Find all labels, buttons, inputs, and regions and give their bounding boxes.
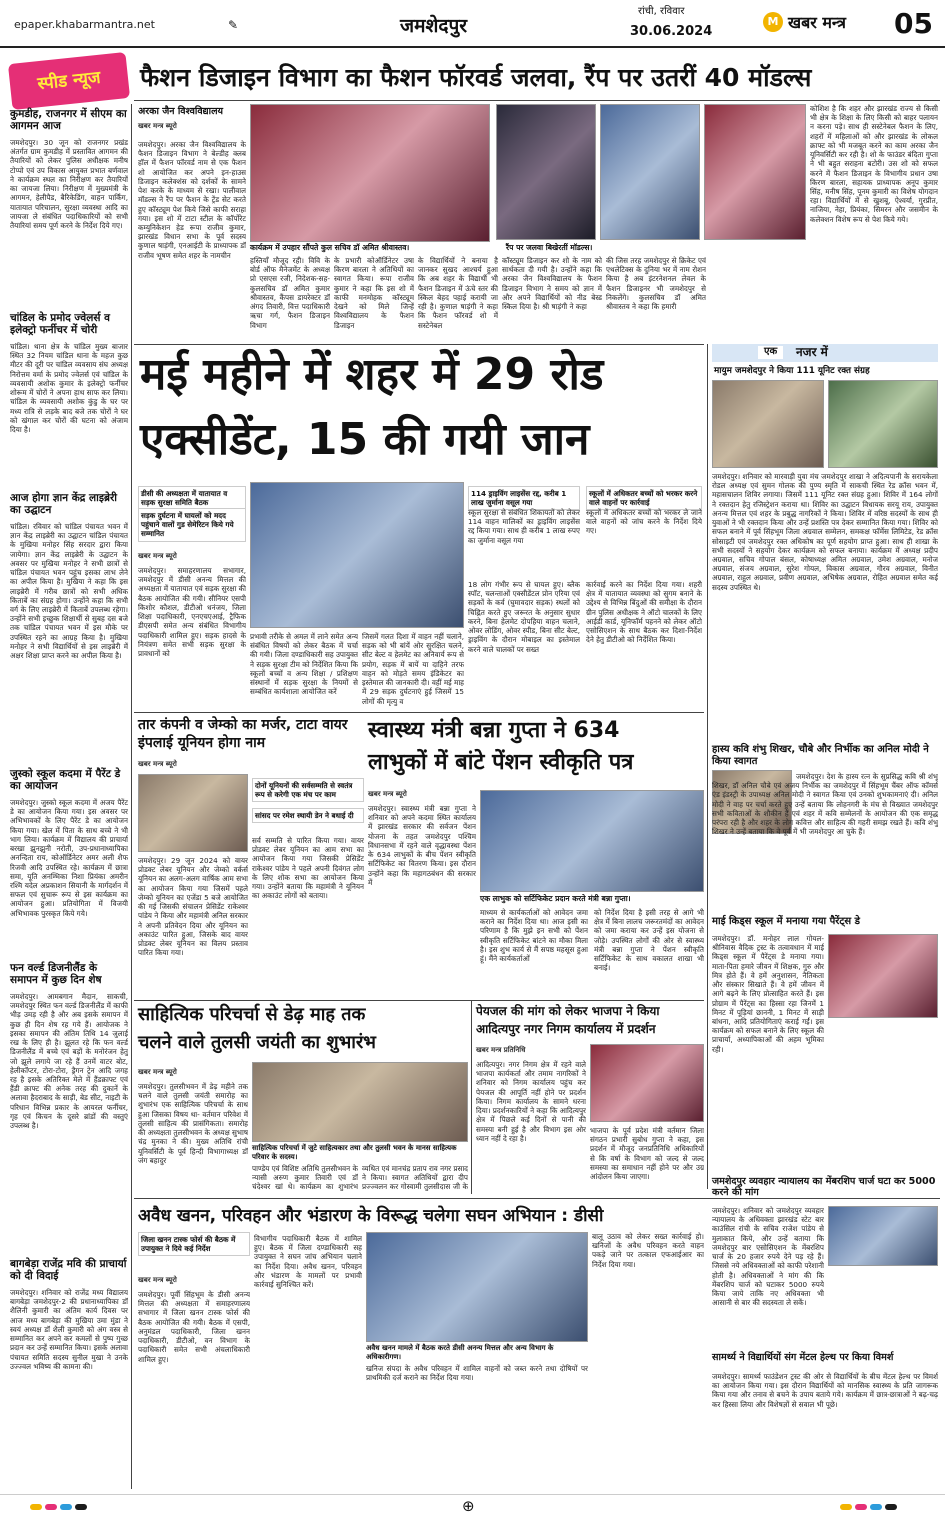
accident-headline-line-2: एक्सीडेंट, 15 की गयी जान xyxy=(140,414,590,465)
khanan-col-2: विभागीय पदाधिकारी बैठक में शामिल हुए। बैठक में जिला दण्डाधिकारी सह उपायुक्त ने सघन जांच अभियान चलाने का निर्देश दिया। अवैध खनन, परिवहन और भंडारण के मामलों पर प्रभावी कार्रवाई सुनिश्चित करें। xyxy=(254,1234,362,1290)
accident-byline: खबर मन्त्र ब्यूरो xyxy=(138,552,177,560)
merger-photo xyxy=(138,774,248,852)
nazar-tag-1: एक xyxy=(758,346,783,359)
lead-caption-1: कार्यक्रम में उपहार सौंपते कुल सचिव डॉ अमित श्रीवास्तव। xyxy=(250,243,500,253)
left-story-3-text: चांडिल। रविवार को चांडिल पंचायत भवन में ज्ञान केंद्र लाइब्रेरी का उद्घाटन चांडिल पंचायत के मुखिया मनोहर सिंह सरदार द्वारा किया जायेगा। ज्ञान केंद्र लाइब्रेरी के उद्घाटन के अवसर पर मुखिया मनोहर ने सभी छात्रों से चांडिल पंचायत भवन पहुंच इसका लाभ लेने का अपील किया है। मुखिया ने कहा कि इस लाइब्रेरी में गरीब छात्रों को सभी अधिक किताबें का संग्रह होगा। उन्होंने कहा कि सभी वर्ग के लिए लाइब्रेरी में किताबें उपलब्ध रहेगा। उन्होंने सभी इच्छुक शिक्षार्थी से सुबह दस बजे तक चांडिल पंचायत भवन में इस मौके पर उपस्थित रहने का आग्रह किया है। मुखिया मनोहर ने सभी विद्यार्थियों से इस लाइब्रेरी में अक्षर शिक्षा प्राप्त करने का अपील किया है। xyxy=(10,522,128,661)
lead-col-7: कोशिश है कि शहर और झारखंड राज्य से किसी भी क्षेत्र के शिक्षा के लिए किसी को बाहर पलायन न करना पड़े। साथ ही सस्टेनेबल फैशन के लिए, शहरों में महिलाओं को और झारखंड के लोकल क्राफ्ट को भी मजबूत करने का काम अरका जैन यूनिवर्सिटी कर रही है। शो के फाउंडर बंदिता गुप्ता ने भी बहुत सराहना बटोरी। उस शो को सफल करने में फैशन डिजाइन के विभागीय प्रधान उषा किरण बारला, सहायक प्राध्यापक अनूप कुमार सिंह, मनीष सिंह, पूनम कुमारी का विशेष योगदान रहा। विद्यार्थियों में से खुशबू, ऐश्वर्या, गुरप्रीत, नाजिया, नेहा, प्रियंका, सिमरन और जसमीन के कलेक्शन विशेष रूप से पेश किये गये। xyxy=(810,104,938,224)
accident-top-rule xyxy=(134,344,704,345)
accident-photo xyxy=(250,482,464,628)
site-url[interactable]: epaper.khabarmantra.net xyxy=(14,18,155,31)
merger-col-2: सर्व सम्मति से पारित किया गया। वायर प्रोडक्ट लेबर यूनियन का आम सभा का आयोजन किया गया जिसकी प्रेसिडेंट राकेश्वर पांडेय ने पहले अपनी दिवंगत लोग के लिए शोक सभा का आयोजन किया गया। उन्होंने बताया कि महामंत्री ने यूनियन का अकाउंट लोगों को बताया। xyxy=(252,836,364,901)
nazar-banner xyxy=(712,344,938,362)
merger-bullet-2: सांसद पर रमेश स्थायी डेन ने बधाई दी xyxy=(252,808,364,823)
left-story-6-text: जमशेदपुर। शनिवार को राजेंद्र मध्य विद्यालय बागबेड़ा जमशेदपुर-2 की प्रधानाध्यापिका डॉ शैलिनी कुमारी का अंतिम कार्य दिवस पर आज मध्य बागबेड़ा की मुखिया उमा मुंडा ने स्वयं अध्यक्ष डॉ शैली कुमारी को अंग वस्त्र से सम्मानित कर अपने कर कमलों से पुष्प गुच्छ प्रदान कर उन्हें सम्मानित किया। इसके अलावा पंचायत समिति सदस्य सुनील मुखा ने उनके उज्ज्वल भविष्य की कामना की। xyxy=(10,1288,128,1371)
bjp-divider xyxy=(471,1000,472,1194)
tulsi-col-2: पाण्डेय एवं विशिष्ट अतिथि तुलसीभवन के न्यासी अरुण कुमार तिवारी एवं डॉ चंदेश्वर खां थे। कार्यक्रम का शुभारंभ xyxy=(252,1164,358,1192)
nazar-photo-2 xyxy=(828,380,938,468)
accident-headline-line-1: मई महीने में शहर में 29 रोड xyxy=(140,349,604,400)
bjp-col-1: आदित्यपुर। नगर निगम क्षेत्र में रहने वाले भाजपा कार्यकर्ता और तमाम नागरिकों ने शनिवार को निगम कार्यालय पहुंच कर पेयजल की आपूर्ति नहीं होने पर प्रदर्शन किया। निगम कार्यालय के सामने धरना दिया। प्रदर्शनकारियों ने कहा कि आदित्यपुर क्षेत्र में पिछले कई दिनों से पानी की समस्या बनी हुई है और विभाग इस ओर ध्यान नहीं दे रहा है। xyxy=(476,1060,586,1143)
khanan-bullet: जिला खनन टास्क फोर्स की बैठक में उपायुक्त ने दिये कई निर्देश xyxy=(138,1232,250,1256)
accident-col-2: प्रभावी तरीके से अमल में लाने समेत अन्य संबंधित विषयों को लेकर बैठक में चर्चा की गयी। जिला दण्डाधिकारी सह उपायुक्त ने सड़क सुरक्षा टीम को निर्देशित किया कि स्कूलों बच्चों व अन्य शिक्षा / प्रशिक्षण संस्थानों में सड़क सुरक्षा के नियमों से सम्बंधित कार्यशाला आयोजित करें xyxy=(250,632,358,697)
left-story-1-text: जमशेदपुर। 30 जून को राजनगर प्रखंड अंतर्गत ग्राम कुमडीह में प्रस्तावित आगमन की तैयारियों को लेकर पुलिस अधीक्षक मनीष टोप्पो एवं उप विकास आयुक्त प्रभात बर्णवाल ने कार्यक्रम स्थल का निरीक्षण कर तैयारियों का जायजा लिया। निरीक्षण में मुख्यमंत्री के आगमन, हेलीपैड, बैरिकेडिंग, वाहन पार्किंग, यातायात परिचालन, सुरक्षा व्यवस्था आदि का जायजा ले संबंधित पदाधिकारियों को सभी तैयारियां समय पूर्ण करने के निर्देश दिये गए। xyxy=(10,138,128,230)
footer-dot xyxy=(60,1504,72,1510)
left-story-5-text: जमशेदपुर। आमबगान मैदान, साकची, जमशेदपुर स्थित फन वर्ल्ड डिजनीलैंड में काफी भीड़ उमड़ रही है और अब इसके समापन में कुछ ही दिन शेष रह गये हैं। आयोजक ने इसका समापन की अंतिम तिथि 14 जुलाई रख के लिए ही है। झूलत रहे कि फन वर्ल्ड डिजनीलैंड में बच्चे एवं बड़ों के मनोरंजन हेतु जो झूले लगाये जा रहे हैं उनमें वाटर बोट, हेलीकॉप्टर, टोरा-टोरा, ड्रैगन ट्रेन आदि जगह रह है इसके अतिरिक्त मेले में हैंडक्राफ्ट एवं हैंडी क्राफ्ट की अनेक तरह की दुकानें के अलावा हैदराबाद के साड़ी, बेड सीट, नाइटी के परिधान विभिन्न प्रकार के आयरल फर्नीचर, गृह एवं किचन के दूसरे ब्रांडों की वस्तुएं उपलब्ध है। xyxy=(10,992,128,1131)
merger-top-rule xyxy=(134,712,704,713)
speed-news-logo xyxy=(8,52,130,110)
accident-bullet-4: स्कूल सुरक्षा से संबंधित शिकायतों को लेकर 114 वाहन मालिकों का ड्राइविंग लाइसेंस रद्द किया गया। साथ ही करीब 1 लाख रुपए का जुर्माना वसूल गया xyxy=(468,508,580,545)
cursor-icon: ✎ xyxy=(228,18,239,32)
lead-photo-models-3 xyxy=(704,104,806,240)
left-story-3-heading: आज होगा ज्ञान केंद्र लाइब्रेरी का उद्घाटन xyxy=(10,492,117,517)
lead-photo-felicitation xyxy=(250,104,490,242)
footer-bar xyxy=(0,1494,945,1517)
city-name: जमशेदपुर xyxy=(400,15,468,37)
tulsi-col-1: जमशेदपुर। तुलसीभवन में डेढ़ महीने तक चलने वाले तुलसी जयंती समारोह का शुभारंभ एक साहित्यिक परिचर्चा के साथ हुआ जिसका विषय था- वर्तमान परिवेश में तुलसी साहित्य की प्रासंगिकता। समारोह की अध्यक्षता तुलसीभवन के अध्यक्ष सुभाष चंद्र मुनका ने की। मुख्य अतिथि रांची यूनिवर्सिटी के पूर्व हिन्दी विभागाध्यक्ष डॉ जंग बहादुर xyxy=(138,1082,248,1165)
adalat-text-cont xyxy=(828,1270,938,1346)
bjp-headline-line-2: आदित्यपुर नगर निगम कार्यालय में प्रदर्शन xyxy=(476,1022,656,1036)
pension-photo xyxy=(480,790,704,892)
pension-caption: एक लाभुक को सर्टिफिकेट प्रदान करते मंत्री बन्ना गुप्ता। xyxy=(480,894,704,904)
mental-heading: सामर्थ्य ने विद्यार्थियों संग मेंटल हेल्थ पर किया विमर्श xyxy=(712,1352,894,1363)
accident-bullet-6: स्कूलों में अधिकतर बच्चों को भरकर ले जाने वाले वाहनों को जांच करने के निर्देश दिये गए। xyxy=(586,508,702,536)
issue-date: 30.06.2024 xyxy=(630,24,713,39)
tulsi-headline-line-2: चलने वाले तुलसी जयंती का शुभारंभ xyxy=(138,1032,376,1053)
adalat-photo xyxy=(828,1206,938,1266)
khanan-top-rule xyxy=(134,1198,940,1199)
left-story-4-heading: जुस्को स्कूल कदमा में पैरेंट डे का आयोजन xyxy=(10,768,121,793)
khanan-byline: खबर मन्त्र ब्यूरो xyxy=(138,1276,177,1284)
pension-byline: खबर मन्त्र ब्यूरो xyxy=(368,790,407,798)
left-story-5-heading: फन वर्ल्ड डिजनीलैंड के समापन में कुछ दिन शेष xyxy=(10,962,102,987)
footer-dot xyxy=(840,1504,852,1510)
bjp-headline-line-1: पेयजल की मांग को लेकर भाजपा ने किया xyxy=(476,1004,660,1018)
lead-col-6: की जिस तरह जमशेदपुर से क्रिकेट एवं एथलेटिक्स के दुनिया भर में नाम रोशन किया है अब इंटरनेशनल लेवल के फैशन डिजाइनर भी जमशेदपुर से निकलेंगे। कुलसचिव डॉ अमित श्रीवास्तव ने कहा कि हमारी xyxy=(606,256,706,312)
lead-col-5: कॉस्ट्यूम डिजाइन कर शो के नाम को सार्थकता दी गयी है। उन्होंने कहा कि अरका जैन विश्वविद्यालय के फैशन डिजाइन विभाग ने समय को ज्ञान में और अपने विद्यार्थियों को नीड बेस्ड स्किल दिया है। श्री षाड़ंगी ने कहा xyxy=(502,256,602,312)
lead-headline: फैशन डिजाइन विभाग का फैशन फॉरवर्ड जलवा, रैंप पर उतरीं 40 मॉडल्स xyxy=(140,63,812,92)
khanan-col-4: बालू उठाव को लेकर सख्त कार्रवाई हो। खनिजों के अवैध परिवहन करते वाहन पकड़े जाने पर तत्काल एफआईआर का निर्देश दिया गया। xyxy=(592,1232,704,1269)
registration-mark-icon: ⊕ xyxy=(462,1497,475,1515)
footer-dot xyxy=(885,1504,897,1510)
nazar-subheading: मायुम जमशेदपुर ने किया 111 यूनिट रक्त संग्रह xyxy=(714,366,870,376)
lead-photo-models-2 xyxy=(600,104,700,240)
khanan-col-3: खनिज संपदा के अवैध परिवहन में शामिल वाहनों को जब्त करने तथा दोषियों पर प्राथमिकी दर्ज कराने का निर्देश दिया गया। xyxy=(366,1364,588,1383)
merger-bullet-1: दोनों यूनियनों की सर्वसम्मति से स्वतंत्र रूप से करेगी एक मंच पर काम xyxy=(252,778,364,802)
pension-headline-line-2: लाभुकों में बांटे पेंशन स्वीकृति पत्र xyxy=(368,750,634,775)
haasya-text: जमशेदपुर। देश के हास्य रत्न के सुप्रसिद्ध कवि श्री शंभू शिखर, डॉ अनिल चौबे एवं अजय निर्भीक का जमशेदपुर में सिंहभूम चैंबर ऑफ कॉमर्स एंड इंडस्ट्री के उपाध्यक्ष अनिल मोदी ने स्वागत किया एवं उनको शुभकामनाएं दी। अनिल मोदी ने वाह पर चर्चा करते हुए उन्हें बताया कि लोहनगरी के मंच से विख्यात जमशेदपुर सभी कविताओं के शौकीन हैं एवं शहर में कवि सम्मेलनों के आयोजन की एक समृद्ध परंपरा रही है और शहर के लोग कवित्त और साहित्य की गहरी समझ रखते हैं। कवि शंभु शिखर ने उन्हें बताया कि वे पूर्व में भी जमशेदपुर आ चुके हैं। xyxy=(712,772,938,837)
tulsi-photo xyxy=(252,1062,468,1142)
khanan-caption: अवैध खनन मामले में बैठक करते डीसी अनन्य मित्तल और अन्य विभाग के अधिकारीगण। xyxy=(366,1344,588,1362)
footer-dot xyxy=(855,1504,867,1510)
minikids-heading: माई किड्स स्कूल में मनाया गया पैरेंट्स डे xyxy=(712,916,861,927)
nazar-tag-2: नजर में xyxy=(796,345,828,359)
accident-col-1: जमशेदपुर। समाहरणालय सभागार, जमशेदपुर में डीसी अनन्य मित्तल की अध्यक्षता में यातायात एवं सड़क सुरक्षा की बैठक आयोजित की गयी। सीनियर एसपी किशोर कौशल, डीटीओ धनंजय, जिला शिक्षा पदाधिकारी, एनएचएआई, ट्रैफिक डीएसपी समेत अन्य संबंधित विभागीय पदाधिकारी शामिल हुए। सड़क हादसे के नियंत्रण समेत सभी सड़क सुरक्षा के प्रावधानों को xyxy=(138,566,246,658)
accident-col-5: कार्रवाई करने का निर्देश दिया गया। शहरी क्षेत्र में यातायात व्यवस्था को सुगम बनाने के उद्देश्य से विभिन्न बिंदुओं की समीक्षा के दौरान ग्रीन पुलिस अधीक्षक ने ऑटो चालकों के लिए आईडी कार्ड, यूनिफॉर्म पहनने को लेकर ऑटो एसोसिएशन के साथ बैठक कर दिशा-निर्देश देने हेतु डीटीओ को निर्देशित किया। xyxy=(586,580,702,645)
accident-col-4: 18 लोग गंभीर रूप से घायल हुए। ब्लैक स्पॉट, चलन्ताओं एक्सीडेंटल प्रोन एरिया एवं सड़कों के कर्व (घुमावदार सड़क) स्थलों को चिह्नित करते हुए जरूरत के अनुसार सुधार करने, बिना हेलमेट दोपहिया वाहन चलाने, ओवर लोडिंग, ओवर स्पीड, बिना सीट बेल्ट, ड्राइविंग के दौरान मोबाइल का इस्तेमाल करने वाले चालकों पर सख्त xyxy=(468,580,580,654)
pension-headline-line-1: स्वास्थ्य मंत्री बन्ना गुप्ता ने 634 xyxy=(368,718,620,743)
khanan-headline: अवैध खनन, परिवहन और भंडारण के विरूद्ध चलेगा सघन अभियान : डीसी xyxy=(138,1206,604,1226)
accident-bullet-1: डीसी की अध्यक्षता में यातायात व सड़क सुरक्षा समिति बैठक xyxy=(138,486,246,510)
minikids-text: जमशेदपुर। डॉ. मनोहर लाल गोयल-श्रीनिवास वैदिक ट्रस्ट के तत्वावधान में माई किड्स स्कूल में पैरेंट्स डे मनाया गया। माता-पिता हमारे जीवन में शिक्षक, गुरु और मित्र होते हैं। वे हमें अनुशासन, नैतिकता और संस्कार सिखाते हैं। वे हमें जीवन में आगे बढ़ने के लिए प्रोत्साहित करते हैं। इस प्रोग्राम में पैरेंट्स का हिस्सा रहा जिनमें 1 मिनट में पूड़ियां छाननी, 1 मिनट में साड़ी बांधना, आदि प्रतियोगिताएं कराई गईं। इस कार्यक्रम को सफल बनाने के लिए स्कूल की प्राचार्या, अध्यापिकाओं की अहम भूमिका रही। xyxy=(712,934,824,1054)
lead-byline: खबर मन्त्र ब्यूरो xyxy=(138,122,177,130)
tulsi-headline-line-1: साहित्यिक परिचर्चा से डेढ़ माह तक xyxy=(138,1004,366,1025)
tulsi-col-3: व्यथित एवं मानचंद्र प्रताप राव नगर प्रसाद ने किया। स्वागत अतिथियों द्वारा दीप प्रज्ज्वलन कर गोस्वामी तुलसीदास जी के xyxy=(362,1164,468,1192)
speed-news-text: स्पीड न्यूज xyxy=(36,67,102,95)
right-column-divider xyxy=(707,344,708,1189)
haasya-heading: हास्य कवि शंभु शिखर, चौबे और निर्भीक का अनिल मोदी ने किया स्वागत xyxy=(712,744,929,767)
adalat-heading: जमशेदपुर व्यवहार न्यायालय का मेंबरशिप चार्ज घटा कर 5000 करने की मांग xyxy=(712,1176,936,1199)
tulsi-caption: साहित्यिक परिचर्चा में जुटे साहित्यकार तथा और तुलसी भवन के मानस साहित्यक परिवार के सदस्य। xyxy=(252,1144,468,1162)
accident-bullet-5: स्कूलों में अधिकतर बच्चों को भरकर करने वाले वाहनों पर कार्रवाई xyxy=(586,486,702,510)
pension-col-2: माध्यम से कार्यकर्ताओं को आवेदन जमा कराने का निर्देश दिया था। आज इसी का परिणाम है कि मुझे इन सभी को पेंशन स्वीकृति सर्टिफिकेट बांटने का मौका मिला है। इस शुभ कार्य से मैं सपष्ठ महसूस हुआ हूं। मैंने कार्यकर्ताओं xyxy=(480,908,588,964)
footer-dot xyxy=(30,1504,42,1510)
lead-kicker: अरका जैन विश्वविद्यालय xyxy=(138,106,224,117)
bjp-photo xyxy=(590,1044,704,1122)
bjp-col-2: भाजपा के पूर्व प्रदेश मंत्री वर्तमान जिला संगठन प्रभारी सुबोध गुप्ता ने कहा, इस प्रदर्शन में मौजूद जनप्रतिनिधि अधिकारियों से कि वर्षा के विभाग को जल्द से जल्द समस्या का समाधान नहीं होने पर और उग्र आंदोलन किया जाएगा। xyxy=(590,1126,704,1182)
masthead xyxy=(0,0,945,48)
brand-logo-icon: M xyxy=(763,12,783,32)
page-number: 05 xyxy=(894,7,933,40)
footer-dot xyxy=(45,1504,57,1510)
accident-col-3: जिसमें गलत दिशा में वाहन नहीं चलाने, सड़क को भी बांयें ओर सुरक्षित चलने, सीट बेल्ट व हेलमेट का अनिवार्य रूप से प्रयोग, सड़क में बायें या दाहिने तरफ वाहन को मोड़ते समय इंडिकेटर का इस्तेमाल की जानकारी दी। वहीं मई माह में 29 सड़क दुर्घटनाएं हुई जिसमें 15 लोगों की मृत्यु व xyxy=(362,632,464,706)
merger-byline: खबर मन्त्र ब्यूरो xyxy=(138,760,177,768)
pension-col-1: जमशेदपुर। स्वास्थ्य मंत्री बन्ना गुप्ता ने शनिवार को अपने कदमा स्थित कार्यालय में झारखंड सरकार की सर्वजन पेंशन योजना के तहत जमशेदपुर पश्चिम विधानसभा में रहने वाले वृद्धावस्था पेंशन के 634 लाभुकों के बीच पेंशन स्वीकृति सर्टिफिकेट का वितरण किया। इस दौरान उन्होंने कहा कि महागठबंधन की सरकार में xyxy=(368,804,476,887)
minikids-photo xyxy=(828,934,938,1018)
nazar-text: जमशेदपुर। शनिवार को मारवाड़ी युवा मंच जमशेदपुर शाखा ने अदित्यपानी के सरायकेला रोडल अध्यक्ष एवं सुमन गोलक की पुण्य स्मृति में साकची स्थित रेड क्रॉस भवन में, महासचालन शिविर लगाया। जिसमें 111 यूनिट रक्त संग्रह हुआ। शिविर में 164 लोगों ने रक्तदान हेतु रजिस्ट्रेशन कराया था। शिविर का उद्घाटन विधायक सरयू राय, उपायुक्त अनन्य मित्तल एवं शहर के प्रबुद्ध नागरिकों ने किया। शिविर में वरिष्ठ सदस्यों के साथ ही युवाओं ने भी रक्तदान किया और उन्हें प्रशस्ति पत्र देकर सम्मानित किया गया। शिविर को सफल बनाने में पूर्व सिंहभूम जिला अग्रवाल सम्मेलन, समकक्ष फॉर्मेस लिमिटेड, रेड क्रॉस सोसाइटी एवं जमशेदपुर रक्त अधिकोष का पूर्ण सहयोग प्राप्त हुआ। साथ ही शाखा के सभी सदस्यों ने सहयोग देकर कार्यक्रम को सफल बनाया। कार्यक्रम में अध्यक्ष प्रदीप अग्रवाल, सचिव गोपाल बंसल, कोषाध्यक्ष अमित अग्रवाल, उमेश अग्रवाल, मनोज अग्रवाल, संजय अग्रवाल, सुरेश गोयल, विकास अग्रवाल, गौरव अग्रवाल, विनीत अग्रवाल, राहुल अग्रवाल, प्रवीण अग्रवाल, अभिषेक अग्रवाल, रोहित अग्रवाल समेत कई सदस्य उपस्थित थे। xyxy=(712,472,938,592)
left-story-1-heading: कुमडीह, राजनगर में सीएम का आगमन आज xyxy=(10,108,127,133)
tulsi-top-rule xyxy=(134,1000,704,1001)
left-story-2-text: चांडिल। थाना क्षेत्र के चांडिल मुख्य बाजार स्थित 32 नियम चांडिल थाना के महज कुछ मीटर की दूरी पर चांडिल व्यवसाय संघ अध्यक्ष निरोत्तम वर्मा के प्रमोद ज्वेलर्स एवं चांडिल के व्यवसायी अशोक कुमार के इलेक्ट्रो फर्नीचर शोरूम में चोरों ने अपना हाथ साफ कर लिया। चांडिल के व्यवसायी अशोक कुंडु के घर पर मध्य रात्रि से लड़के बाद बजे तक चोरों ने घर को खंगाल कर चोरों की घटना को अंजाम दिया है। xyxy=(10,342,128,434)
lead-col-2: हस्तियाँ मौजूद रही। विवि के बोर्ड ऑफ मैनेजमेंट के अध्यक्ष प्रो एसएस रजी, निदेशक-सह-कुलसचिव डॉ अमित कुमार श्रीवास्तव, कैंपस डायरेक्टर डॉ अंगद तिवारी, वित्त पदाधिकारी ऋचा गर्ग, फैशन डिजाइन विभाग xyxy=(250,256,330,330)
footer-dots-left xyxy=(30,1503,90,1512)
lead-caption-2: रैंप पर जलवा बिखेरतीं मॉडल्स। xyxy=(506,243,706,253)
lead-rule xyxy=(134,100,940,101)
footer-dot xyxy=(870,1504,882,1510)
khanan-col-1: जमशेदपुर। पूर्वी सिंहभूम के डीसी अनन्य मित्तल की अध्यक्षता में समाहरणालय सभागार में जिला खनन टास्क फोर्स की बैठक आयोजित की गयी। बैठक में एसपी, अनुमंडल पदाधिकारी, जिला खनन पदाधिकारी, डीटीओ, वन विभाग के पदाधिकारी समेत सभी अंचलाधिकारी शामिल हुए। xyxy=(138,1290,250,1364)
nazar-photo-1 xyxy=(712,380,824,468)
tulsi-byline: खबर मन्त्र ब्यूरो xyxy=(138,1068,177,1076)
brand-name: खबर मन्त्र xyxy=(788,13,846,32)
place-day: रांची, रविवार xyxy=(638,6,685,17)
left-column-divider xyxy=(131,104,132,1489)
left-story-2-heading: चांडिल के प्रमोद ज्वेलर्स व इलेक्ट्रो फर्नीचर में चोरी xyxy=(10,312,110,337)
pension-col-3: को निर्देश दिया है इसी तरह से आगे भी क्षेत्र में बिना लालच जरूरतमंदों का आवेदन को जमा कराया कर उन्हें इस योजना से जोड़े। उपस्थित लोगों की ओर से स्वास्थ्य मंत्री बन्ना गुप्ता ने पेंशन स्वीकृति सर्टिफिकेट के साथ वकालत शाखा भी बनाई। xyxy=(594,908,704,973)
footer-dots-right xyxy=(840,1503,900,1512)
accident-bullet-2: सड़क दुर्घटना में घायलों को मदद पहुंचाने वालों गुड सेमेरिटन किये गये सम्मानित xyxy=(138,508,246,542)
adalat-text: जमशेदपुर। शनिवार को जमशेदपुर व्यवहार न्यायालय के अधिवक्ता झारखंड स्टेट बार काउंसिल रांची के सचिव राजेश पांडेय से मुलाकात किये, और उन्हें बताया कि जमशेदपुर बार एसोसिएशन के मेंबरशिप चार्ज के 20 हजार रुपये देने पड़ रहे हैं। जिससे नये अधिवक्ताओं को काफी परेशानी होती है। अधिवक्ताओं ने मांग की कि मेंबरशिप चार्ज को घटाकर 5000 रुपये किया जाये ताकि नए अधिवक्ता भी आसानी से बार की सदस्यता ले सकें। xyxy=(712,1206,824,1308)
merger-headline: तार कंपनी व जेम्को का मर्जर, टाटा वायर इंपलाई यूनियन होगा नाम xyxy=(138,717,348,752)
left-story-6-heading: बागबेड़ा राजेंद्र मवि की प्राचार्या को दी विदाई xyxy=(10,1258,127,1283)
left-story-4-text: जमशेदपुर। जुस्को स्कूल कदमा में अजय पैरेंट डे का आयोजन किया गया। इस अवसर पर अभिभावकों के लिए पैरेंट डे का आयोजन किया गया। खेल में पिता के साथ बच्चे ने भी भाग लिया। कार्यक्रम में विद्यालय की प्राचार्या बरखा झुनझुनी नरोती, उप-प्रधानाध्यापिका अनन्दिता राय, कोऑर्डिनेटर अमर अली शैफ रिजवी आदि उपस्थित रहे। कार्यक्रम में छात्रा समा, यूति अनम्भिका निशा प्रियंका अमरीन रश्मि यदेल अप्रकाशन सियानी के मार्गदर्शन में सफल एवं सुचारू रूप से इस कार्यक्रम का आयोजन हुआ। प्रतियोगिता में विजयी अभिभावक पुरस्कृत किये गये। xyxy=(10,798,128,918)
merger-col-1: जमशेदपुर। 29 जून 2024 को वायर प्रोडक्ट लेबर यूनियन और जेम्को वर्कर्स यूनियन का अलग-अलग वार्षिक आम सभा का आयोजन किया गया जिसमें पहले जेम्को यूनियन का एजेंडा 5 बजे आयोजित की गई जिसकी संचालन प्रेसिडेंट राकेश्वर पांडेय ने किया और महामंत्री अनिल सरकार ने अपनी प्रतिवेदन दिया और यूनियन का अकाउंट पारित हुआ, जिसके बाद वायर प्रोडक्ट लेबर यूनियन का विलय प्रस्ताव पारित किया गया। xyxy=(138,856,248,958)
lead-col-1: जमशेदपुर। अरका जैन विश्वविद्यालय के फैशन डिजाइन विभाग ने बेल्डीह क्लब हॉल में फैशन फॉरवर्ड नाम से एक फैशन शो आयोजित कर अपने इन-हाउस डिजाइन कलेक्शंस को दर्शकों के सामने पेश करके के माध्यम से रखा। पालीवाल मॉडल्स ने रैंप पर फैशन के ट्रेंड सेट करते हुए कॉस्ट्यूम पेश किये जिसे काफी सराहा गया। इस शो में टाटा स्टील के कॉर्पोरेट कम्युनिकेशन हेड रूपा राजीव कुमार, झारखंड विधान सभा के पूर्व सदस्य कुणाल षाड़ंगी, एनआईटी के प्राध्यापक डॉ राजीव भूषण समेत शहर के नामचीन xyxy=(138,140,246,260)
khanan-photo xyxy=(366,1232,588,1342)
lead-col-3: के प्रभारी कोऑर्डिनेटर उषा किरण बारला ने अतिथियों का स्वागत किया। रूपा राजीव कुमार ने कहा कि इस शो में काफी मनमोहक कॉस्ट्यूम देखने को मिले जिन्हें विश्वविद्यालय के फैशन डिजाइन xyxy=(334,256,414,330)
footer-dot xyxy=(75,1504,87,1510)
mental-text: जमशेदपुर। सामर्थ्य फाउंडेशन ट्रस्ट की ओर से विद्यार्थियों के बीच मेंटल हेल्थ पर विमर्श का आयोजन किया गया। इस दौरान विद्यार्थियों को मानसिक स्वास्थ्य के प्रति जागरूक किया गया और तनाव से बचने के उपाय बताये गये। कार्यक्रम में छात्र-छात्राओं ने बढ़-चढ़ कर हिस्सा लिया और विशेषज्ञों से सवाल भी पूछे। xyxy=(712,1372,938,1409)
lead-photo-models-1 xyxy=(496,104,596,240)
lead-col-4: के विद्यार्थियों ने बनाया है जानकर सुखद आश्चर्य हुआ कि अब शहर के विद्यार्थी भी फैशन डिजाइन में ऊंचे स्तर की स्किल बेहद पहाई करायी जा रही है। कुणाल षाड़ंगी ने कहा कि फैशन फॉरवर्ड शो में सस्टेनेबल xyxy=(418,256,498,330)
bjp-byline: खबर मन्त्र प्रतिनिधि xyxy=(476,1046,526,1054)
accident-bullet-3: 114 ड्राइविंग लाइसेंस रद्द, करीब 1 लाख जुर्माना वसूल गया xyxy=(468,486,580,510)
